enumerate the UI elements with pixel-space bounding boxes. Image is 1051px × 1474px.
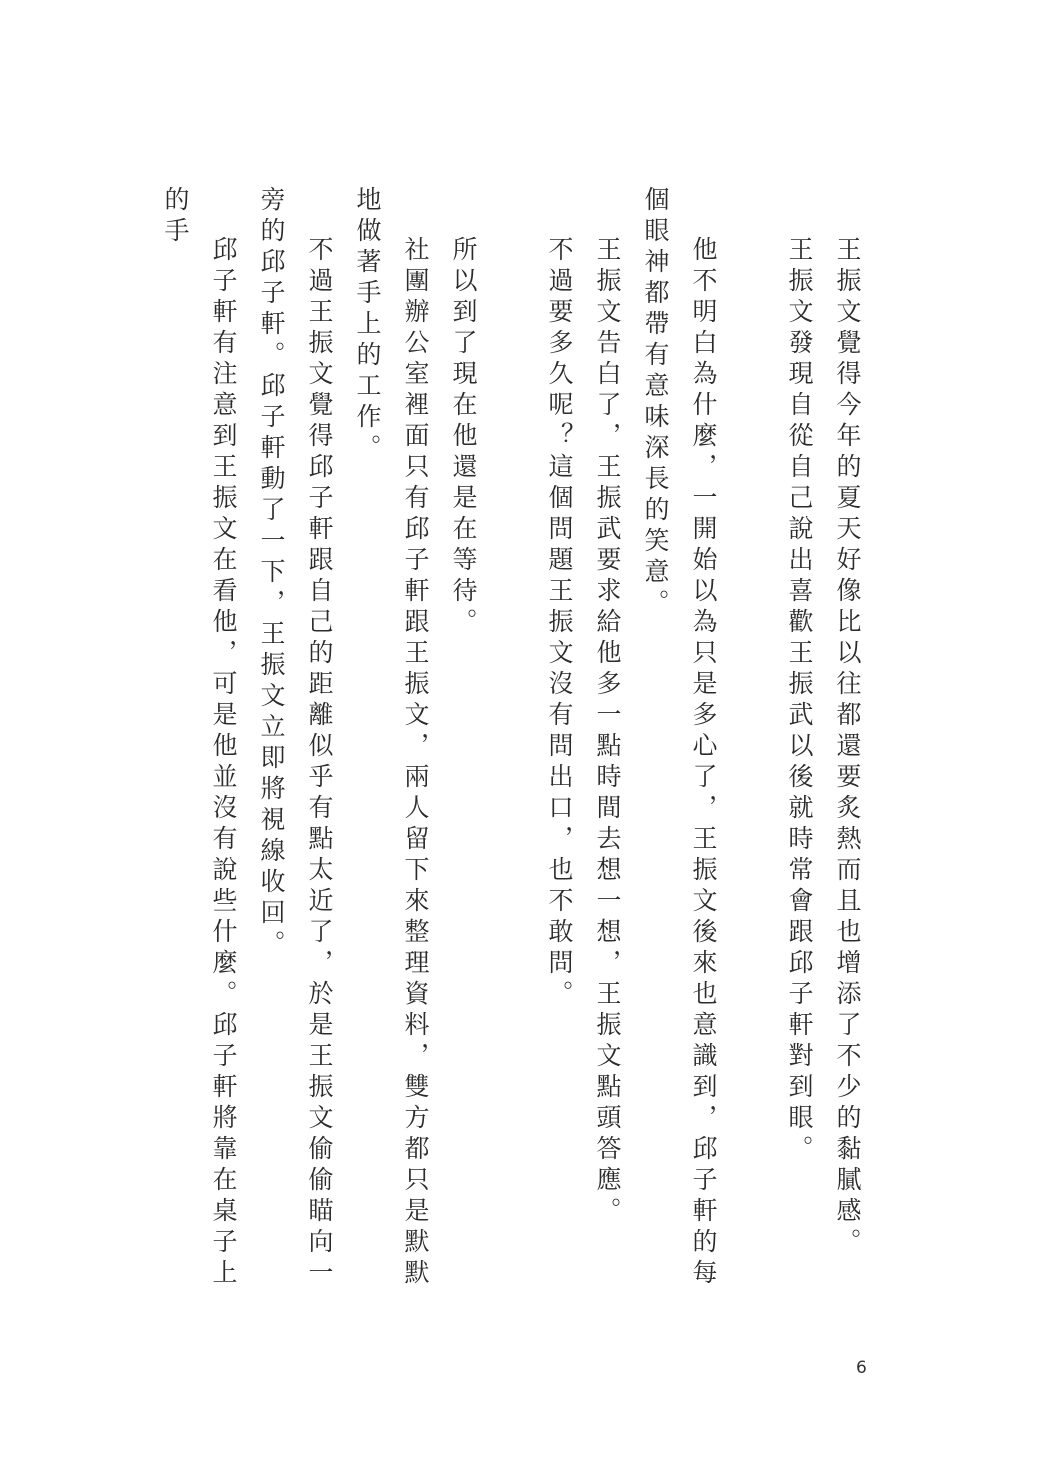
paragraph-2: 王振文發現自從自己說出喜歡王振武以後就時常會跟邱子軒對到眼。 (785, 236, 814, 1166)
paragraph-6: 所以到了現在他還是在等待。 (449, 236, 478, 639)
vertical-text-body (151, 186, 919, 1306)
paragraph-1: 王振文覺得今年的夏天好像比以往都還要炙熱而且也增添了不少的黏膩感。 (833, 236, 862, 1259)
paragraph-7: 社團辦公室裡面只有邱子軒跟王振文，兩人留下來整理資料，雙方都只是默默地做著手上的工作。 (353, 186, 430, 1290)
paragraph-9: 邱子軒有注意到王振文在看他，可是他並沒有說些什麼。邱子軒將靠在桌子上的手 (161, 186, 238, 1290)
paragraph-3: 他不明白為什麼，一開始以為只是多心了，王振文後來也意識到，邱子軒的每個眼神都帶有意味深長的笑意。 (641, 186, 718, 1290)
paragraph-4: 王振文告白了，王振武要求給他多一點時間去想一想，王振文點頭答應。 (593, 236, 622, 1228)
paragraph-5: 不過要多久呢？這個問題王振文沒有問出口，也不敢問。 (545, 236, 574, 1011)
page-number: 6 (856, 1358, 867, 1378)
paragraph-8: 不過王振文覺得邱子軒跟自己的距離似乎有點太近了，於是王振文偷偷瞄向一旁的邱子軒。邱子軒動了一下，王振文立即將視線收回。 (257, 186, 334, 1290)
